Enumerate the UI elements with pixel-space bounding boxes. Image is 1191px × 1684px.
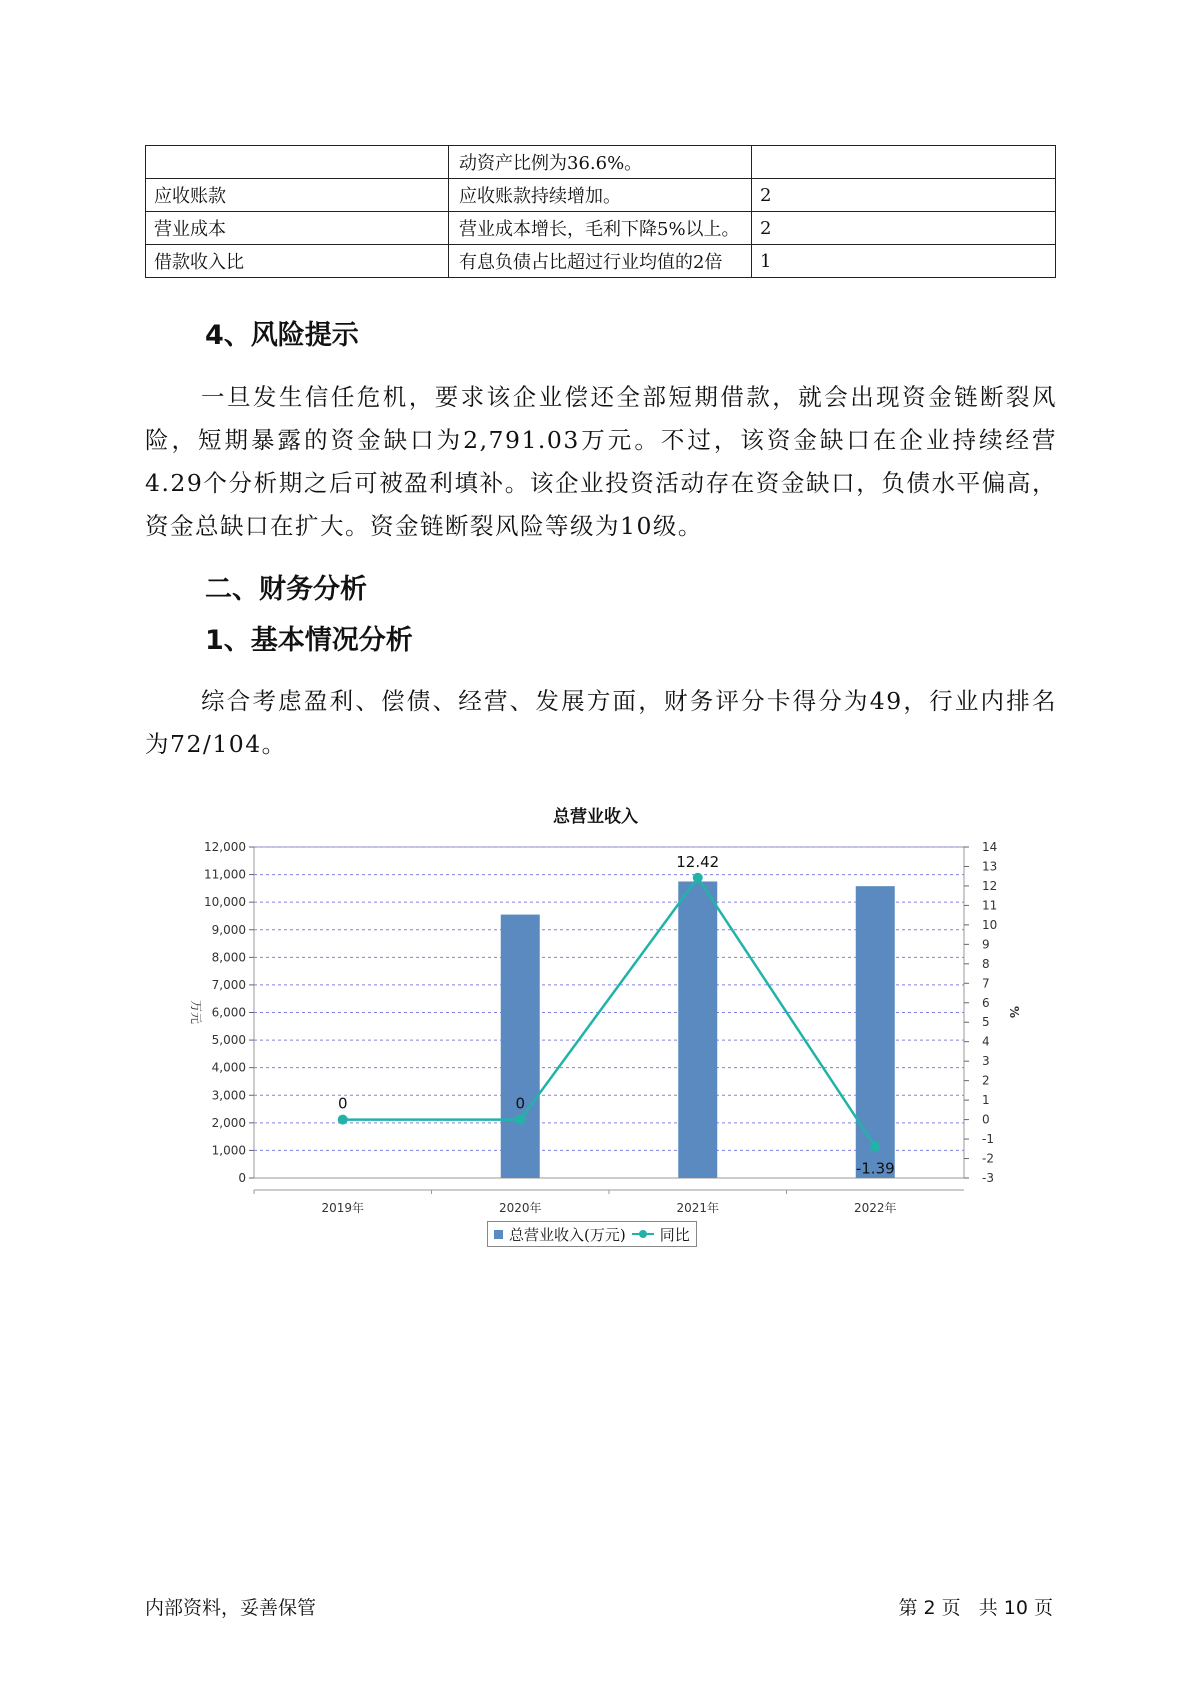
bar <box>856 886 895 1178</box>
y-tick-label: 2,000 <box>211 1115 246 1130</box>
y2-tick-label: 6 <box>982 995 990 1010</box>
table-cell: 1 <box>752 245 1056 278</box>
y2-tick-label: 3 <box>982 1054 990 1069</box>
chart-legend <box>487 1221 697 1247</box>
y2-tick-label: 1 <box>982 1093 990 1108</box>
y2-tick-label: 8 <box>982 956 990 971</box>
y2-tick-label: 11 <box>982 898 998 913</box>
table-cell: 应收账款 <box>146 179 449 212</box>
y-tick-label: 10,000 <box>204 895 246 910</box>
table-cell: 借款收入比 <box>146 245 449 278</box>
y-tick-label: 4,000 <box>211 1060 246 1075</box>
x-tick-label: 2019年 <box>321 1201 365 1215</box>
line-point <box>870 1142 880 1152</box>
data-label: -1.39 <box>855 1159 895 1178</box>
section-heading-risk: 4、风险提示 <box>205 320 359 351</box>
y2-tick-label: 0 <box>982 1112 990 1127</box>
y2-tick-label: -1 <box>982 1132 994 1147</box>
table-cell: 2 <box>752 179 1056 212</box>
y2-tick-label: 10 <box>982 917 998 932</box>
table-cell: 营业成本 <box>146 212 449 245</box>
risk-paragraph: 一旦发生信任危机，要求该企业偿还全部短期借款，就会出现资金链断裂风险，短期暴露的资金缺口为2,791.03万元。不过，该资金缺口在企业持续经营 4.29个分析期之后可被盈利填补。该企业投资活动存在资金缺口，负债水平偏高，资金总缺口在扩大。资金链断裂风险等级为10级。 <box>145 383 1057 540</box>
footer-left: 内部资料，妥善保管 <box>145 1597 317 1619</box>
y2-tick-label: 9 <box>982 937 990 952</box>
footer-page-number: 第 2 页 共 10 页 <box>898 1597 1053 1619</box>
y-tick-label: 8,000 <box>211 950 246 965</box>
legend-label: 同比 <box>659 1225 690 1244</box>
table-cell: 有息负债占比超过行业均值的2倍 <box>449 245 752 278</box>
table-cell: 应收账款持续增加。 <box>449 179 752 212</box>
data-label: 12.42 <box>676 852 720 871</box>
y2-tick-label: -3 <box>982 1171 994 1185</box>
line-point <box>338 1115 348 1125</box>
section-heading-basic: 1、基本情况分析 <box>205 625 413 656</box>
line-point <box>693 873 703 883</box>
chart-title: 总营业收入 <box>553 807 638 827</box>
legend-label: 总营业收入(万元) <box>509 1225 626 1244</box>
basic-paragraph: 综合考虑盈利、偿债、经营、发展方面，财务评分卡得分为49，行业内排名为72/104。 <box>145 687 1057 758</box>
part-heading-financial: 二、财务分析 <box>205 574 367 605</box>
y-tick-label: 3,000 <box>211 1088 246 1103</box>
y2-tick-label: 7 <box>982 976 990 991</box>
y-axis-label: 万元 <box>189 999 203 1025</box>
x-tick-label: 2021年 <box>676 1201 720 1215</box>
line-point <box>515 1115 525 1125</box>
legend-bar-swatch <box>494 1230 503 1239</box>
legend-line-swatch <box>632 1229 654 1239</box>
y2-tick-label: 12 <box>982 878 998 893</box>
y2-tick-label: 13 <box>982 859 998 874</box>
x-tick-label: 2022年 <box>853 1201 897 1215</box>
y2-tick-label: 4 <box>982 1034 990 1049</box>
table-cell: 2 <box>752 212 1056 245</box>
bar <box>501 915 540 1178</box>
bar <box>678 881 717 1178</box>
y2-axis-label: % <box>1007 1005 1021 1019</box>
y2-tick-label: 5 <box>982 1015 990 1030</box>
y-tick-label: 1,000 <box>211 1143 246 1158</box>
y2-tick-label: 14 <box>982 840 998 854</box>
table-cell: 营业成本增长，毛利下降5%以上。 <box>449 212 752 245</box>
y-tick-label: 6,000 <box>211 1005 246 1020</box>
y2-tick-label: -2 <box>982 1151 994 1166</box>
x-tick-label: 2020年 <box>498 1201 542 1215</box>
y2-tick-label: 2 <box>982 1073 990 1088</box>
data-label: 0 <box>515 1094 526 1113</box>
y-tick-label: 5,000 <box>211 1033 246 1048</box>
y-tick-label: 0 <box>238 1171 246 1185</box>
y-tick-label: 12,000 <box>204 840 246 854</box>
data-label: 0 <box>337 1094 348 1113</box>
y-tick-label: 7,000 <box>211 977 246 992</box>
table-cell: 动资产比例为36.6%。 <box>449 146 752 179</box>
y-tick-label: 11,000 <box>204 867 246 882</box>
y-tick-label: 9,000 <box>211 922 246 937</box>
